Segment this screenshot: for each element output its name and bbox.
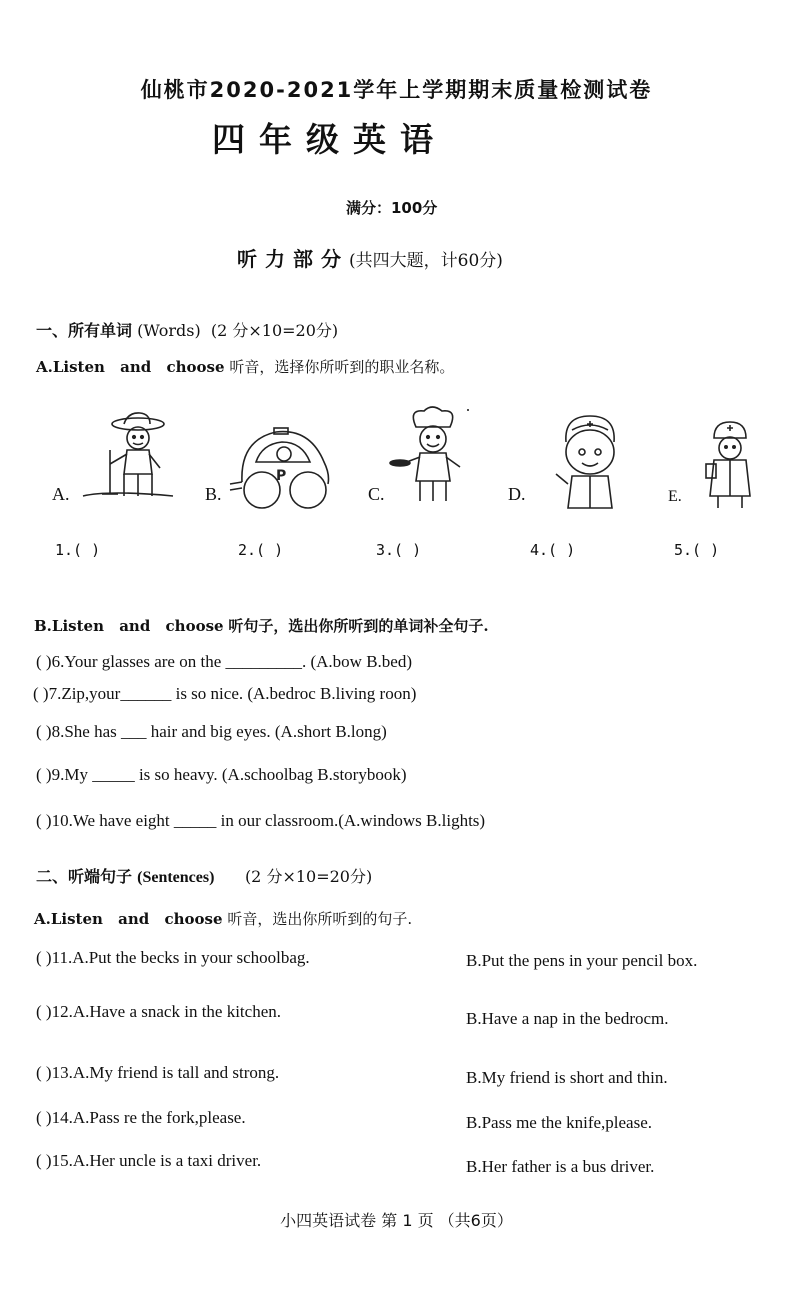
question-15-a: ( )15.A.Her uncle is a taxi driver.: [36, 1151, 262, 1170]
listening-part-title: [237, 243, 503, 272]
section1-partA-instruction: [36, 356, 454, 377]
listening-note: (共四大题，计60分): [349, 251, 503, 271]
partA-text: 听音，选择你所听到的职业名称。: [229, 358, 455, 376]
question-12-a: ( )12.A.Have a snack in the kitchen.: [36, 1002, 281, 1021]
s2-partA-text: 听音，选出你所听到的句子.: [227, 910, 413, 928]
nurse-icon: [550, 412, 630, 512]
section1-points: (2 分×10=20分): [210, 321, 339, 340]
question-14-a: ( )14.A.Pass re the fork,please.: [36, 1108, 246, 1127]
answer-blank-3[interactable]: 3.( ): [376, 541, 422, 559]
answer-blank-4[interactable]: 4.( ): [530, 541, 576, 559]
section2-points: (2 分×10=20分): [244, 867, 373, 886]
exam-title: 仙桃市2020-2021学年上学期期末质量检测试卷: [140, 78, 653, 102]
picture-letter-b: B.: [205, 484, 222, 504]
svg-text:P: P: [276, 468, 287, 484]
s2-partA-label: A.Listen and choose: [34, 910, 223, 928]
section2-heading-en: (Sentences): [137, 869, 215, 886]
answer-blank-1[interactable]: 1.( ): [55, 541, 101, 559]
question-7: ( )7.Zip,your______ is so nice. (A.bedroc B.living roon): [33, 684, 417, 703]
farmer-icon: [78, 410, 178, 502]
listening-title: 听力部分: [237, 247, 349, 271]
partA-label: A.Listen and choose: [36, 358, 225, 376]
section2-heading: [36, 864, 372, 887]
section1-heading-en: (Words): [137, 321, 201, 340]
answer-blank-5[interactable]: 5.( ): [674, 541, 720, 559]
full-score: 满分：100分: [346, 199, 438, 217]
question-12-b: B.Have a nap in the bedrocm.: [466, 1009, 669, 1028]
question-14-b: B.Pass me the knife,please.: [466, 1113, 653, 1132]
police-car-icon: [228, 422, 338, 510]
partB-text: 听句子，选出你所听到的单词补全句子.: [228, 617, 489, 635]
question-11-b: B.Put the pens in your pencil box.: [466, 951, 698, 970]
section1-partB-instruction: [34, 615, 489, 636]
question-13-a: ( )13.A.My friend is tall and strong.: [36, 1063, 280, 1082]
cook-icon: [388, 405, 483, 505]
question-13-b: B.My friend is short and thin.: [466, 1068, 668, 1087]
exam-subtitle: 四年级英语: [212, 120, 447, 159]
picture-letter-c: C.: [368, 484, 385, 504]
question-8: ( )8.She has ___ hair and big eyes. (A.short B.long): [36, 722, 387, 741]
doctor-icon: [700, 418, 760, 510]
question-15-b: B.Her father is a bus driver.: [466, 1157, 655, 1176]
section2-heading-cn: 二、听端句子: [36, 867, 133, 886]
picture-letter-d: D.: [508, 484, 526, 504]
question-9: ( )9.My _____ is so heavy. (A.schoolbag B.storybook): [36, 765, 407, 784]
picture-letter-a: A.: [52, 484, 70, 504]
section2-partA-instruction: [34, 908, 412, 929]
question-11-a: ( )11.A.Put the becks in your schoolbag.: [36, 948, 310, 967]
question-6: ( )6.Your glasses are on the _________. (A.bow B.bed): [36, 652, 413, 671]
partB-label: B.Listen and choose: [34, 617, 224, 635]
section1-heading: [36, 318, 338, 341]
answer-blank-2[interactable]: 2.( ): [238, 541, 284, 559]
section1-heading-cn: 一、所有单词: [36, 321, 133, 340]
page-footer: 小四英语试卷 第 1 页 （共6页）: [280, 1211, 513, 1230]
picture-letter-e: E.: [668, 488, 682, 505]
question-10: ( )10.We have eight _____ in our classroom.(A.windows B.lights): [36, 811, 486, 830]
